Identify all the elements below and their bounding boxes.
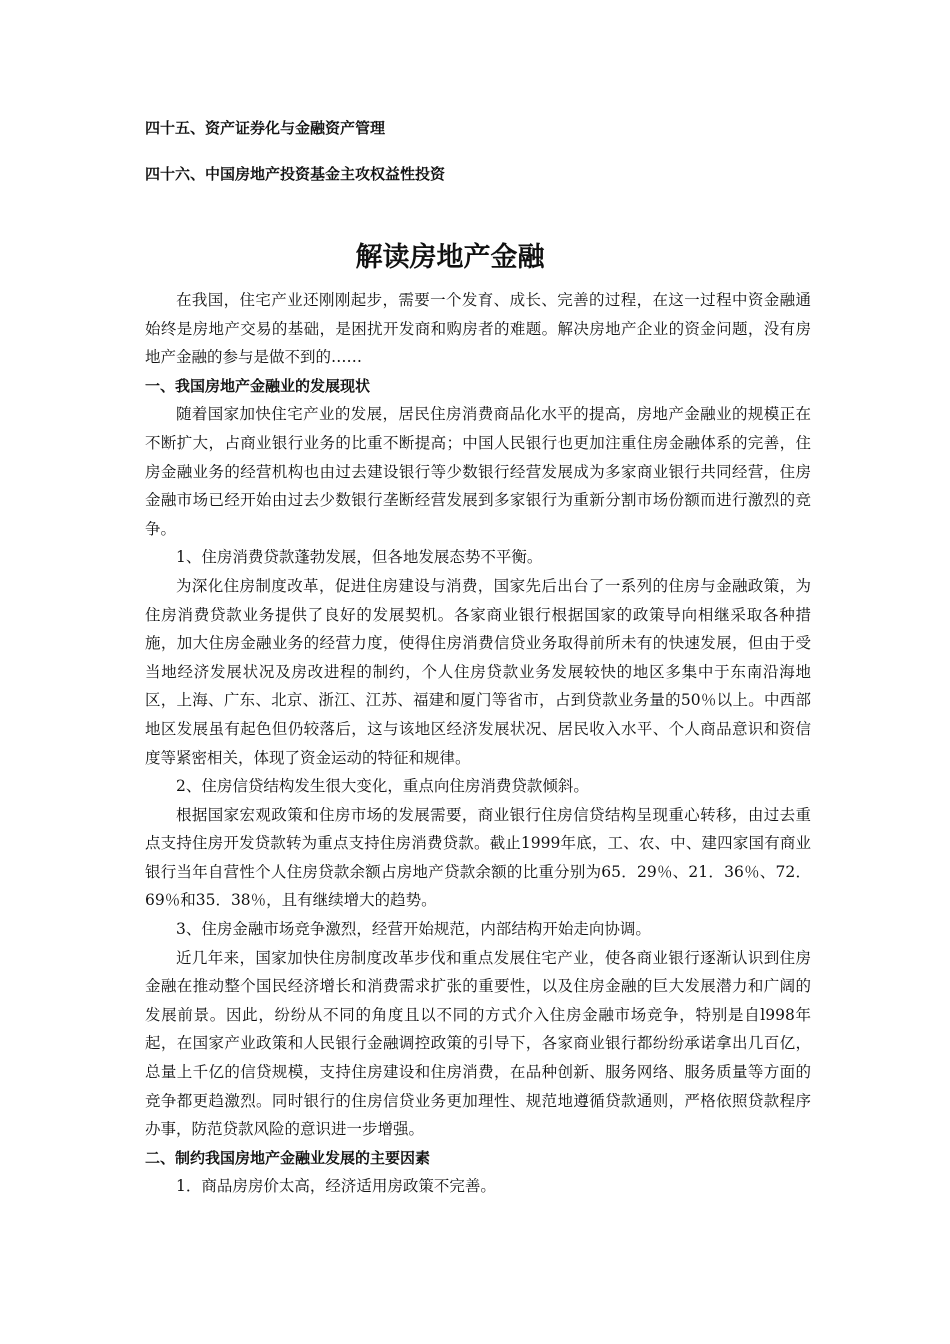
toc-item-45: 四十五、资产证券化与金融资产管理 [145, 119, 386, 137]
section-2-point-1: 1．商品房房价太高，经济适用房政策不完善。 [176, 1177, 496, 1196]
section-1-point-3: 3、住房金融市场竞争激烈，经营开始规范，内部结构开始走向协调。 [176, 920, 651, 939]
section-2-heading: 二、制约我国房地产金融业发展的主要因素 [145, 1148, 431, 1167]
section-1-point-1-text: 为深化住房制度改革，促进住房建设与消费，国家先后出台了一系列的住房与金融政策，为住房消费贷款业务提供了良好的发展契机。各家商业银行根据国家的政策导向相继采取各种措施，加大住房金融业务的经营力度，使得住房消费信贷业务取得前所未有的快速发展，但由于受当地经济发展状况及房改进程的制约，个人住房贷款业务发展较快的地区多集中于东南沿海地区，上海、广东、北京、浙江、江苏、福建和厦门等省市，占到贷款业务量的50％以上。中西部地区发展虽有起色但仍较落后，这与该地区经济发展状况、居民收入水平、个人商品意识和资信度等紧密相关，体现了资金运动的特征和规律。 [145, 576, 811, 767]
section-1-point-3-text: 近几年来，国家加快住房制度改革步伐和重点发展住宅产业，使各商业银行逐渐认识到住房金融在推动整个国民经济增长和消费需求扩张的重要性，以及住房金融的巨大发展潜力和广阔的发展前景。因此，纷纷从不同的角度且以不同的方式介入住房金融市场竞争，特别是自l998年起，在国家产业政策和人民银行金融调控政策的引导下，各家商业银行都纷纷承诺拿出几百亿，总量上千亿的信贷规模，支持住房建设和住房消费，在品种创新、服务网络、服务质量等方面的竞争都更趋激烈。同时银行的住房信贷业务更加理性、规范地遵循贷款通则，严格依照贷款程序办事，防范贷款风险的意识进一步增强。 [145, 948, 811, 1139]
toc-item-46: 四十六、中国房地产投资基金主攻权益性投资 [145, 165, 446, 183]
section-1-point-1: 1、住房消费贷款蓬勃发展，但各地发展态势不平衡。 [176, 548, 543, 567]
section-1-point-2: 2、住房信贷结构发生很大变化，重点向住房消费贷款倾斜。 [176, 777, 589, 796]
intro-paragraph: 在我国，住宅产业还刚刚起步，需要一个发育、成长、完善的过程，在这一过程中资金融通始终是房地产交易的基础，是困扰开发商和购房者的难题。解决房地产企业的资金问题，没有房地产金融的参与是做不到的…… [145, 291, 811, 367]
article-body [145, 286, 811, 1201]
section-1-lead: 随着国家加快住宅产业的发展，居民住房消费商品化水平的提高，房地产金融业的规模正在不断扩大，占商业银行业务的比重不断提高；中国人民银行也更加注重住房金融体系的完善，住房金融业务的经营机构也由过去建设银行等少数银行经营发展成为多家商业银行共同经营，住房金融市场已经开始由过去少数银行垄断经营发展到多家银行为重新分割市场份额而进行激烈的竞争。 [145, 405, 811, 538]
section-1-heading: 一、我国房地产金融业的发展现状 [145, 376, 371, 395]
article-title: 解读房地产金融 [355, 242, 545, 273]
section-1-point-2-text: 根据国家宏观政策和住房市场的发展需要，商业银行住房信贷结构呈现重心转移，由过去重点支持住房开发贷款转为重点支持住房消费贷款。截止1999年底，工、农、中、建四家国有商业银行当年自营性个人住房贷款余额占房地产贷款余额的比重分别为65．29％、21．36％、72．69％和35．38％，且有继续增大的趋势。 [145, 805, 811, 910]
